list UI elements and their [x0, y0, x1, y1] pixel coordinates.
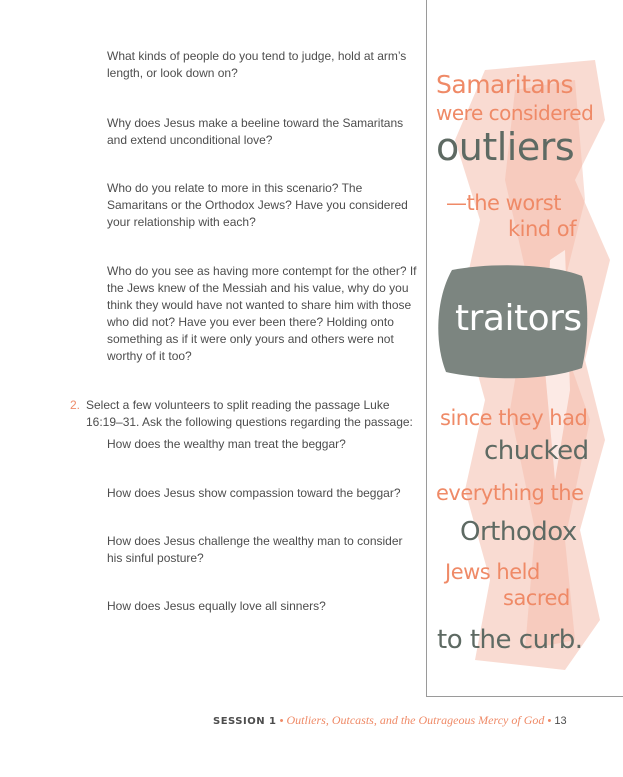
pullquote-line-everything-the: everything the — [436, 481, 584, 505]
question-wealthy-treat: How does the wealthy man treat the beggar? — [107, 437, 346, 451]
question-contempt: Who do you see as having more contempt for the other? If the Jews knew of the Messiah and his value, why do you think they would have not wanted to share him with those who did not? Have you ever been there? Holding onto something as if it were only yours and others were not worthy of it too? — [107, 264, 417, 363]
question-judge: What kinds of people do you tend to judge, hold at arm’s length, or look down on? — [107, 49, 407, 80]
question-beeline: Why does Jesus make a beeline toward the Samaritans and extend unconditional love? — [107, 116, 404, 147]
pullquote-line-outliers: outliers — [436, 125, 575, 169]
page-footer — [213, 713, 567, 728]
item-number: 2. — [70, 398, 81, 412]
pullquote-line-samaritans: Samaritans — [436, 70, 574, 99]
sidebar-divider-vertical — [426, 0, 427, 697]
page-number: 13 — [554, 715, 567, 727]
item-text: Select a few volunteers to split reading the passage Luke 16:19–31. Ask the following questions regarding the passage: — [86, 398, 413, 429]
footer-session-title: Outliers, Outcasts, and the Outrageous Mercy of God — [286, 713, 545, 727]
question-challenge: How does Jesus challenge the wealthy man to consider his sinful posture? — [107, 534, 403, 565]
question-love-sinners: How does Jesus equally love all sinners? — [107, 599, 326, 613]
pullquote-line-orthodox: Orthodox — [460, 517, 577, 547]
footer-bullet-1: • — [279, 715, 284, 727]
question-relate: Who do you relate to more in this scenario? The Samaritans or the Orthodox Jews? Have you considered your relationship with each? — [107, 181, 408, 229]
pullquote-line-to-the-curb: to the curb. — [437, 625, 583, 655]
pullquote-line-kind-of: kind of — [508, 217, 577, 241]
question-compassion: How does Jesus show compassion toward the beggar? — [107, 486, 401, 500]
pullquote-line-jews-held: Jews held — [445, 560, 540, 584]
sidebar-divider-horizontal — [426, 696, 623, 697]
footer-bullet-2: • — [547, 715, 552, 727]
pullquote-line-chucked: chucked — [484, 436, 589, 466]
pullquote-line-were-considered: were considered — [436, 101, 594, 125]
pullquote-line-sacred: sacred — [503, 586, 570, 610]
pullquote-line-the-worst: —the worst — [446, 191, 561, 215]
pullquote-line-since-they-had: since they had — [440, 406, 588, 430]
footer-session: SESSION 1 — [213, 716, 277, 727]
pullquote-line-traitors: traitors — [455, 298, 582, 339]
